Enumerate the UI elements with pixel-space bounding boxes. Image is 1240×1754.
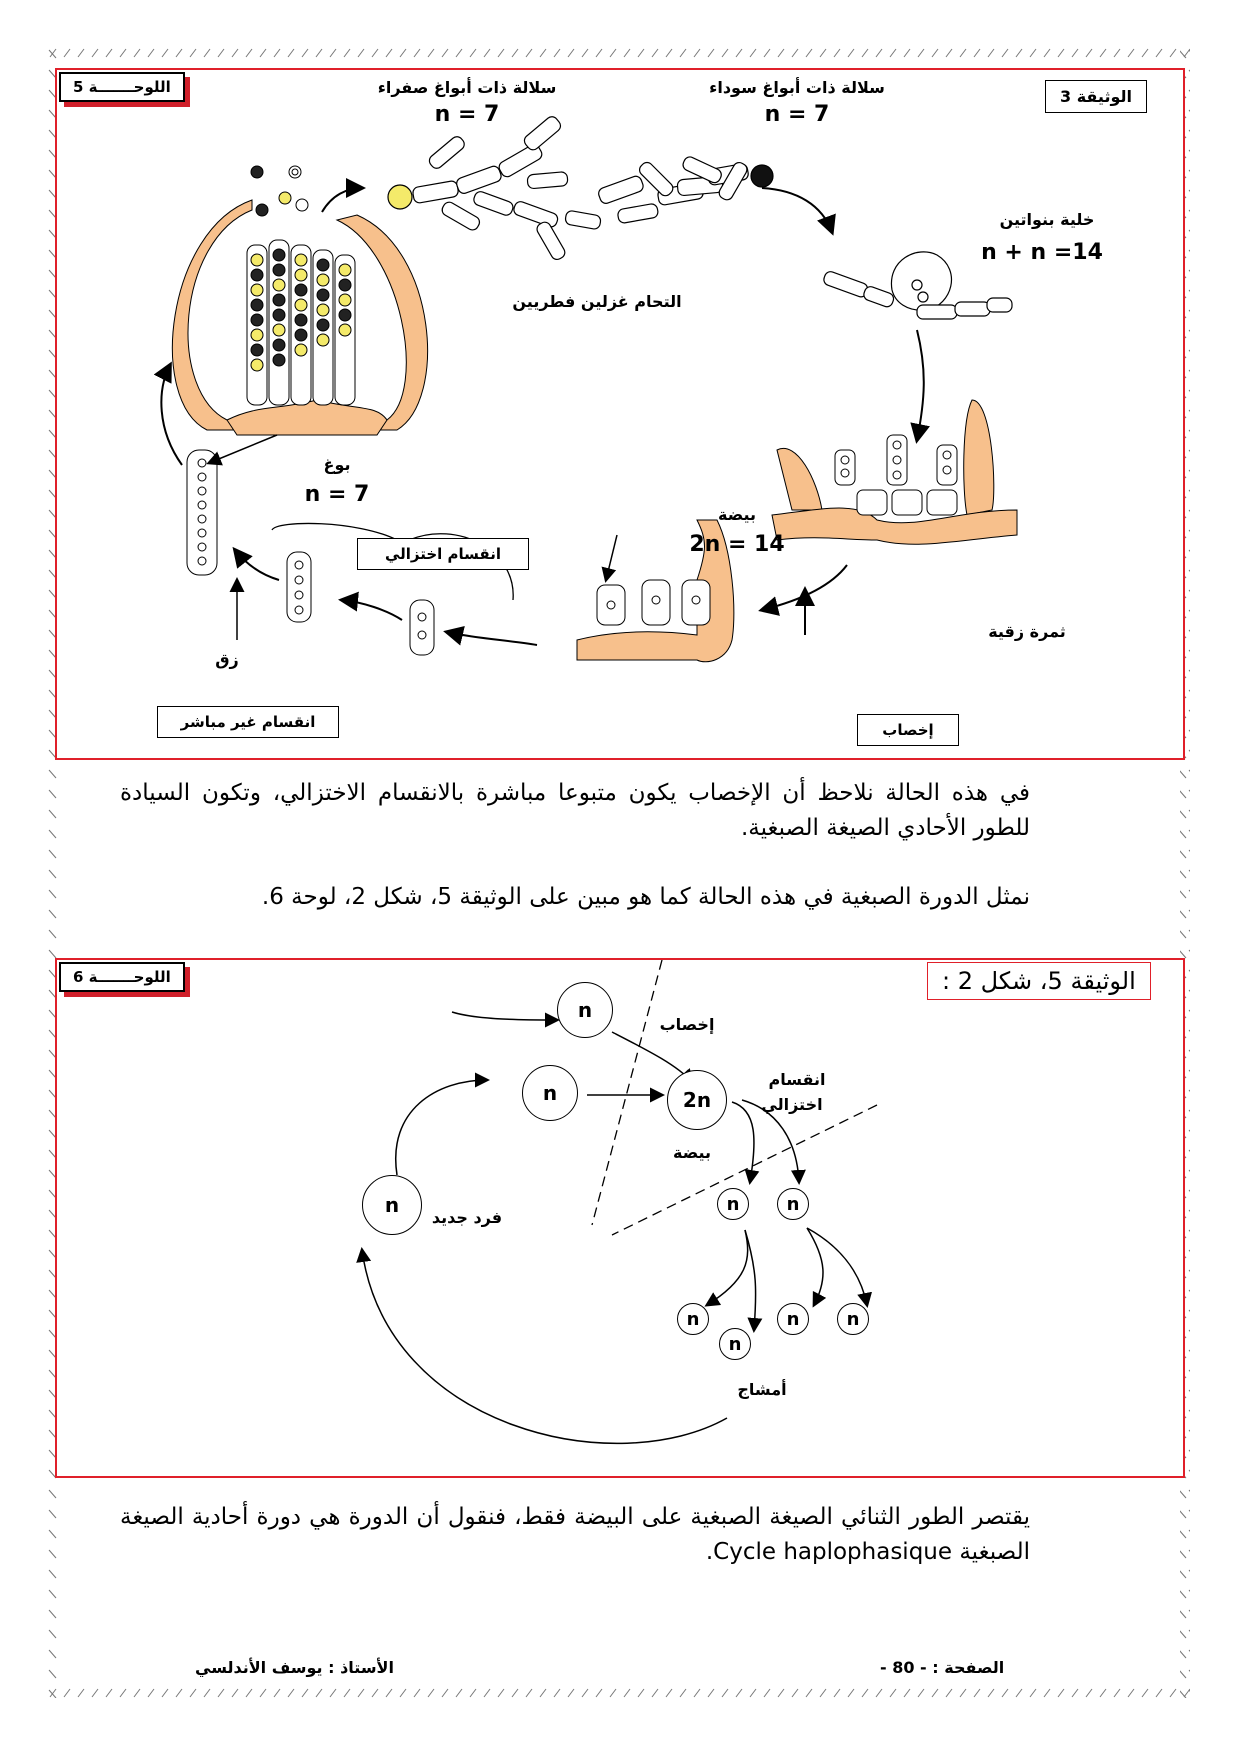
- document-label: الوثيقة 5، شكل 2 :: [927, 962, 1151, 1000]
- label-spore-n: n = 7: [304, 482, 370, 507]
- label-fertilization: إخصاب: [857, 714, 959, 746]
- hyphae-fusion-icon: [388, 114, 773, 261]
- zygote-nucleus: 2n: [667, 1070, 727, 1130]
- author-name: الأستاذ : يوسف الأندلسي: [195, 1658, 394, 1677]
- label-ascocarp: ثمرة زقية: [988, 622, 1066, 641]
- new-individual-nucleus: n: [362, 1175, 422, 1235]
- label-yellow-strain-n: n = 7: [434, 102, 500, 127]
- label-binucleate-cell: خلية بنواتين: [999, 210, 1095, 229]
- spore-nucleus: n: [719, 1328, 751, 1360]
- label-binucleate-n: n + n =14: [981, 240, 1103, 265]
- ascus-icon: [187, 450, 217, 575]
- label-new-individual: فرد جديد: [431, 1208, 503, 1227]
- label-meiosis: انقسام اختزالي: [357, 538, 529, 570]
- label-black-strain: سلالة ذات أبواغ سوداء: [709, 78, 885, 97]
- label-hyphae-fusion: التحام غزلين فطريين: [512, 292, 682, 311]
- label-mitosis: انقسام غير مباشر: [157, 706, 339, 738]
- meiosis-product: n: [777, 1188, 809, 1220]
- ascocarp-icon: [772, 400, 1017, 544]
- haploid-nucleus: n: [522, 1065, 578, 1121]
- board-label: اللوحـــــــة 5: [59, 72, 185, 102]
- spore-nucleus: n: [837, 1303, 869, 1335]
- figure-panel-5: [55, 68, 1185, 760]
- label-fertilization: إخصاب: [659, 1015, 715, 1034]
- paragraph-2: نمثل الدورة الصبغية في هذه الحالة كما هو مبين على الوثيقة 5، شكل 2، لوحة 6.: [261, 884, 1030, 910]
- label-ascus: زق: [215, 650, 239, 669]
- perithecium-icon: [172, 166, 427, 435]
- label-black-strain-n: n = 7: [764, 102, 830, 127]
- label-egg-n: 2n = 14: [689, 532, 785, 557]
- page-number: الصفحة : - 80 -: [880, 1658, 1005, 1677]
- document-label: الوثيقة 3: [1045, 80, 1147, 113]
- label-gametes: أمشاج: [737, 1380, 787, 1399]
- meiosis-product: n: [717, 1188, 749, 1220]
- spore-nucleus: n: [777, 1303, 809, 1335]
- label-meiosis-line1: انقسام: [768, 1070, 826, 1089]
- figure-panel-6: [55, 958, 1185, 1478]
- chromosomal-cycle-diagram: [57, 960, 1187, 1480]
- spore-nucleus: n: [677, 1303, 709, 1335]
- label-yellow-strain: سلالة ذات أبواغ صفراء: [377, 78, 557, 97]
- board-label: اللوحـــــــة 6: [59, 962, 185, 992]
- label-egg: بيضة: [672, 1143, 711, 1162]
- paragraph-3: يقتصر الطور الثنائي الصيغة الصبغية على البيضة فقط، فنقول أن الدورة هي دورة أحادية الصيغة الصبغية Cycle haplophasique.: [120, 1504, 1030, 1565]
- label-meiosis-line2: اختزالي: [761, 1095, 823, 1114]
- haploid-nucleus: n: [557, 982, 613, 1038]
- paragraph-1: في هذه الحالة نلاحظ أن الإخصاب يكون متبوعا مباشرة بالانقسام الاختزالي، وتكون السيادة للطور الأحادي الصيغة الصبغية.: [120, 780, 1030, 841]
- label-spore: بوغ: [323, 455, 351, 474]
- label-egg: بيضة: [717, 505, 756, 524]
